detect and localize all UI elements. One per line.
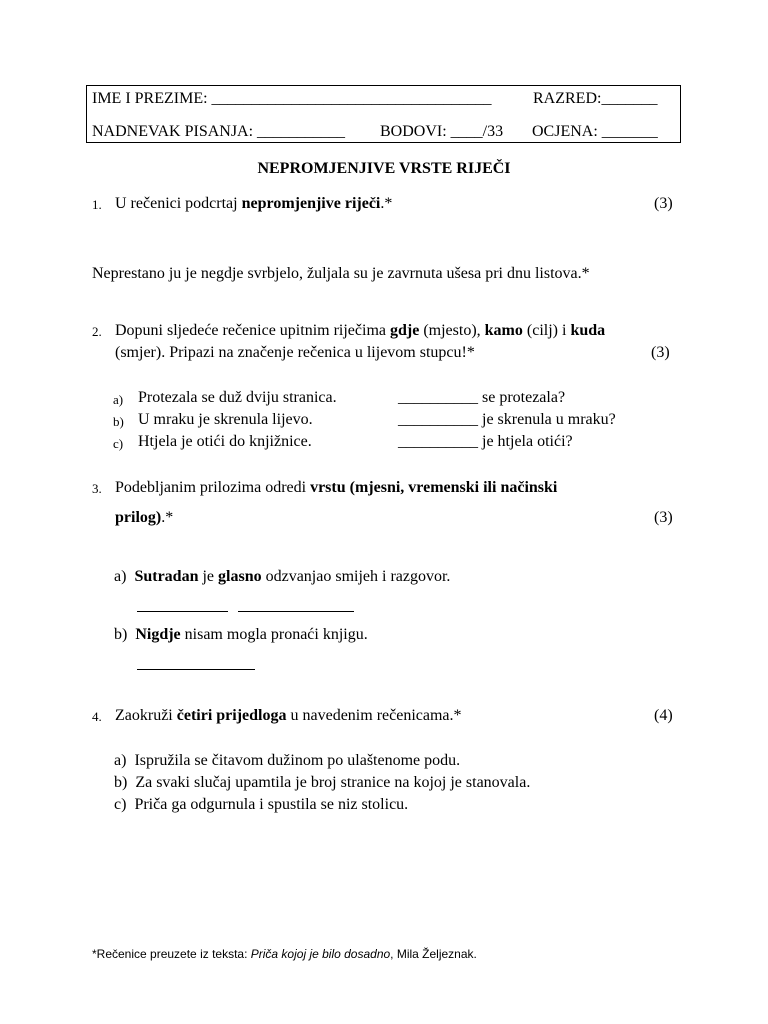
grade-field[interactable]: OCJENA: _______: [532, 123, 658, 140]
q2-item-a-sentence: Protezala se duž dviju stranica.: [138, 389, 337, 406]
name-field[interactable]: IME I PREZIME: ___________________________________: [92, 90, 492, 107]
q3-a-answer-line-1[interactable]: [137, 597, 228, 612]
q4-item-b[interactable]: b) Za svaki slučaj upamtila je broj stranice na kojoj je stanovala.: [114, 774, 531, 791]
page-title: NEPROMJENJIVE VRSTE RIJEČI: [257, 160, 511, 177]
q1-instruction: U rečenici podcrtaj nepromjenjive riječi.*: [115, 195, 393, 212]
q4-item-a[interactable]: a) Ispružila se čitavom dužinom po ulaštenome podu.: [114, 752, 461, 769]
q3-number: 3.: [92, 481, 102, 496]
q2-instruction-line2: (smjer). Pripazi na značenje rečenica u lijevom stupcu!*: [115, 344, 475, 361]
q2-number: 2.: [92, 324, 102, 339]
q3-a-answer-line-2[interactable]: [238, 597, 354, 612]
q4-number: 4.: [92, 709, 102, 724]
q2-item-a-answer[interactable]: __________ se protezala?: [398, 389, 566, 406]
points-field[interactable]: BODOVI: ____/33: [380, 123, 504, 140]
q1-number: 1.: [92, 197, 102, 212]
date-field[interactable]: NADNEVAK PISANJA: ___________: [92, 123, 346, 140]
q2-item-b-sentence: U mraku je skrenula lijevo.: [138, 411, 313, 428]
q2-item-a-label: a): [113, 392, 124, 407]
q4-item-c[interactable]: c) Priča ga odgurnula i spustila se niz stolicu.: [114, 796, 409, 813]
q2-points: (3): [651, 344, 670, 361]
q4-instruction: Zaokruži četiri prijedloga u navedenim rečenicama.*: [115, 707, 462, 724]
q1-points: (3): [654, 195, 673, 212]
q3-points: (3): [654, 509, 673, 526]
q4-points: (4): [654, 707, 673, 724]
q2-item-c-sentence: Htjela je otići do knjižnice.: [138, 433, 312, 450]
q1-sentence[interactable]: Neprestano ju je negdje svrbjelo, žuljala su je zavrnuta ušesa pri dnu listova.*: [92, 265, 590, 282]
q2-item-c-label: c): [113, 436, 124, 451]
q3-instruction-line2: prilog).*: [115, 509, 174, 526]
q2-item-b-label: b): [113, 414, 124, 429]
q3-item-b: b) Nigdje nisam mogla pronaći knjigu.: [114, 626, 368, 643]
q2-item-c-answer[interactable]: __________ je htjela otići?: [398, 433, 573, 450]
q2-instruction-line1: Dopuni sljedeće rečenice upitnim riječima gdje (mjesto), kamo (cilj) i kuda: [115, 322, 606, 339]
source-footnote: *Rečenice preuzete iz teksta: Priča kojoj je bilo dosadno, Mila Željeznak.: [92, 947, 477, 961]
q2-item-b-answer[interactable]: __________ je skrenula u mraku?: [398, 411, 616, 428]
q3-item-a: a) Sutradan je glasno odzvanjao smijeh i razgovor.: [114, 568, 451, 585]
q3-instruction-line1: Podebljanim prilozima odredi vrstu (mjesni, vremenski ili načinski: [115, 479, 558, 496]
class-field[interactable]: RAZRED:_______: [533, 90, 658, 107]
q3-b-answer-line[interactable]: [137, 655, 255, 670]
